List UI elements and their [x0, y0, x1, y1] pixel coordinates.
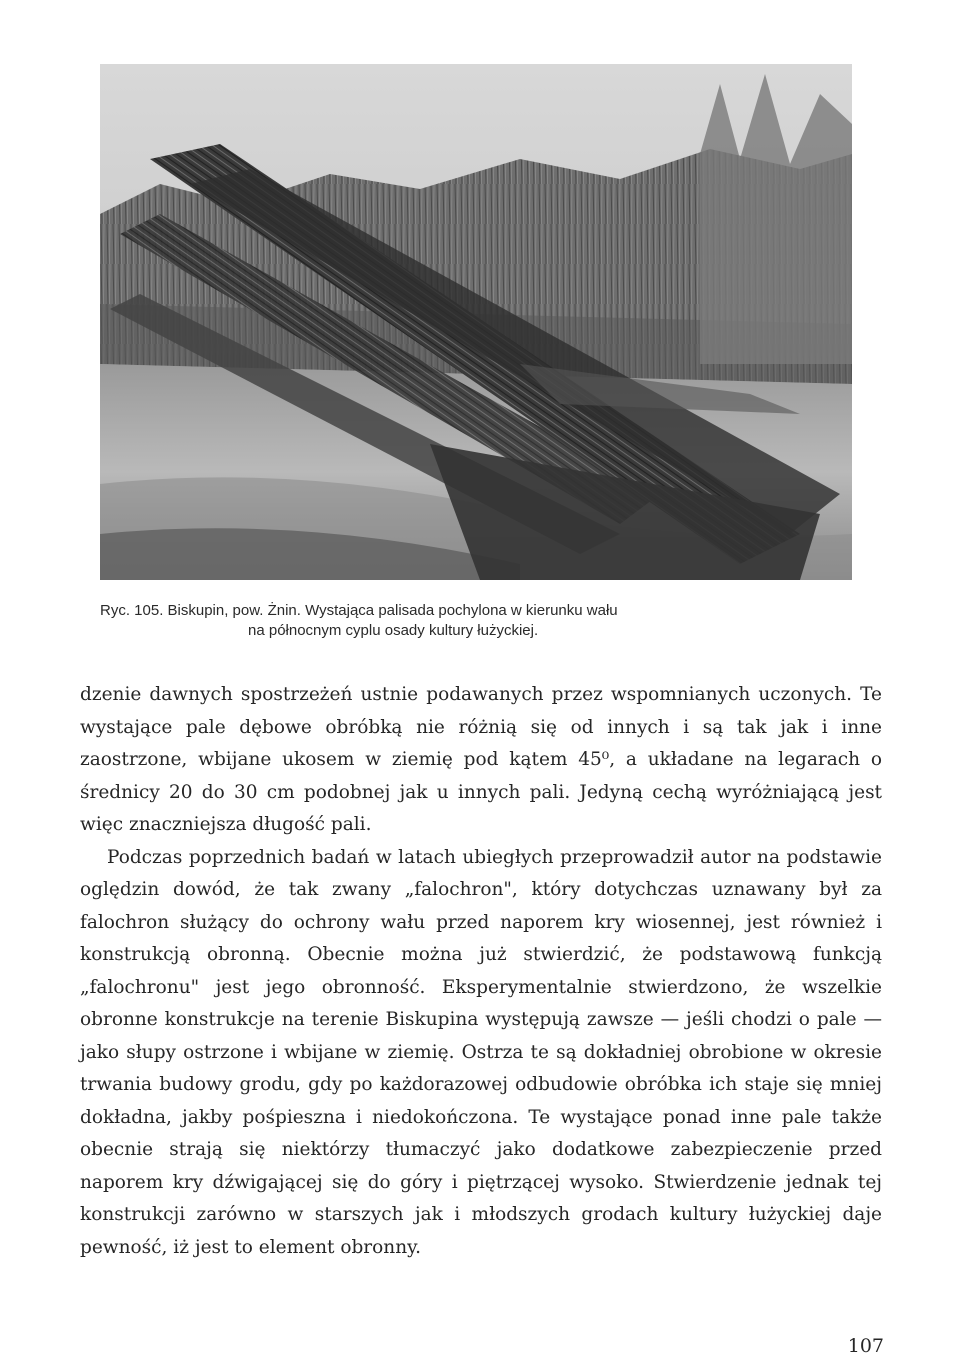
photo-leaning-palisade	[100, 64, 852, 580]
body-text	[80, 679, 882, 1264]
paragraph-1: dzenie dawnych spostrzeżeń ustnie podawanych przez wspomnianych uczonych. Te wystające pale dębowe obróbką nie różnią się od innych i są tak jak i inne zaostrzone, wbijane ukosem w ziemię pod kątem 45⁰, a układane na legarach o średnicy 20 do 30 cm podobnej jak u innych pali. Jedyną cechą wyróżniającą jest więc znaczniejsza długość pali.	[80, 684, 882, 835]
figure-caption	[100, 601, 880, 641]
paragraph-2: Podczas poprzednich badań w latach ubiegłych przeprowadził autor na podstawie oględzin dowód, że tak zwany „falochron", który dotychczas uznawany był za falochron służący do ochrony wału przed naporem kry wiosennej, jest również i konstrukcją obronną. Obecnie można już stwierdzić, że podstawową funkcją „falochronu" jest jego obronność. Eksperymentalnie stwierdzono, że wszelkie obronne konstrukcje na terenie Biskupina występują zawsze — jeśli chodzi o pale — jako słupy ostrzone i wbijane w ziemię. Ostrza te są dokładniej obrobione w okresie trwania budowy grodu, gdy po każdorazowej odbudowie obróbka ich staje się mniej dokładna, jakby pośpieszna i niedokończona. Te wystające ponad inne pale także obecnie strają się niektórzy tłumaczyć jako dodatkowe zabezpieczenie przed naporem kry dźwigającej się do góry i piętrzącej wysoko. Stwierdzenie jednak tej konstrukcji zarówno w starszych jak i młodszych grodach kultury łużyckiej daje pewność, iż jest to element obronny.	[80, 846, 882, 1258]
caption-line-1: Ryc. 105. Biskupin, pow. Żnin. Wystająca palisada pochylona w kierunku wału	[100, 602, 618, 619]
photo-image	[100, 64, 852, 580]
caption-line-2: na północnym cyplu osady kultury łużyckiej.	[248, 622, 539, 639]
page-number: 107	[847, 1335, 884, 1357]
